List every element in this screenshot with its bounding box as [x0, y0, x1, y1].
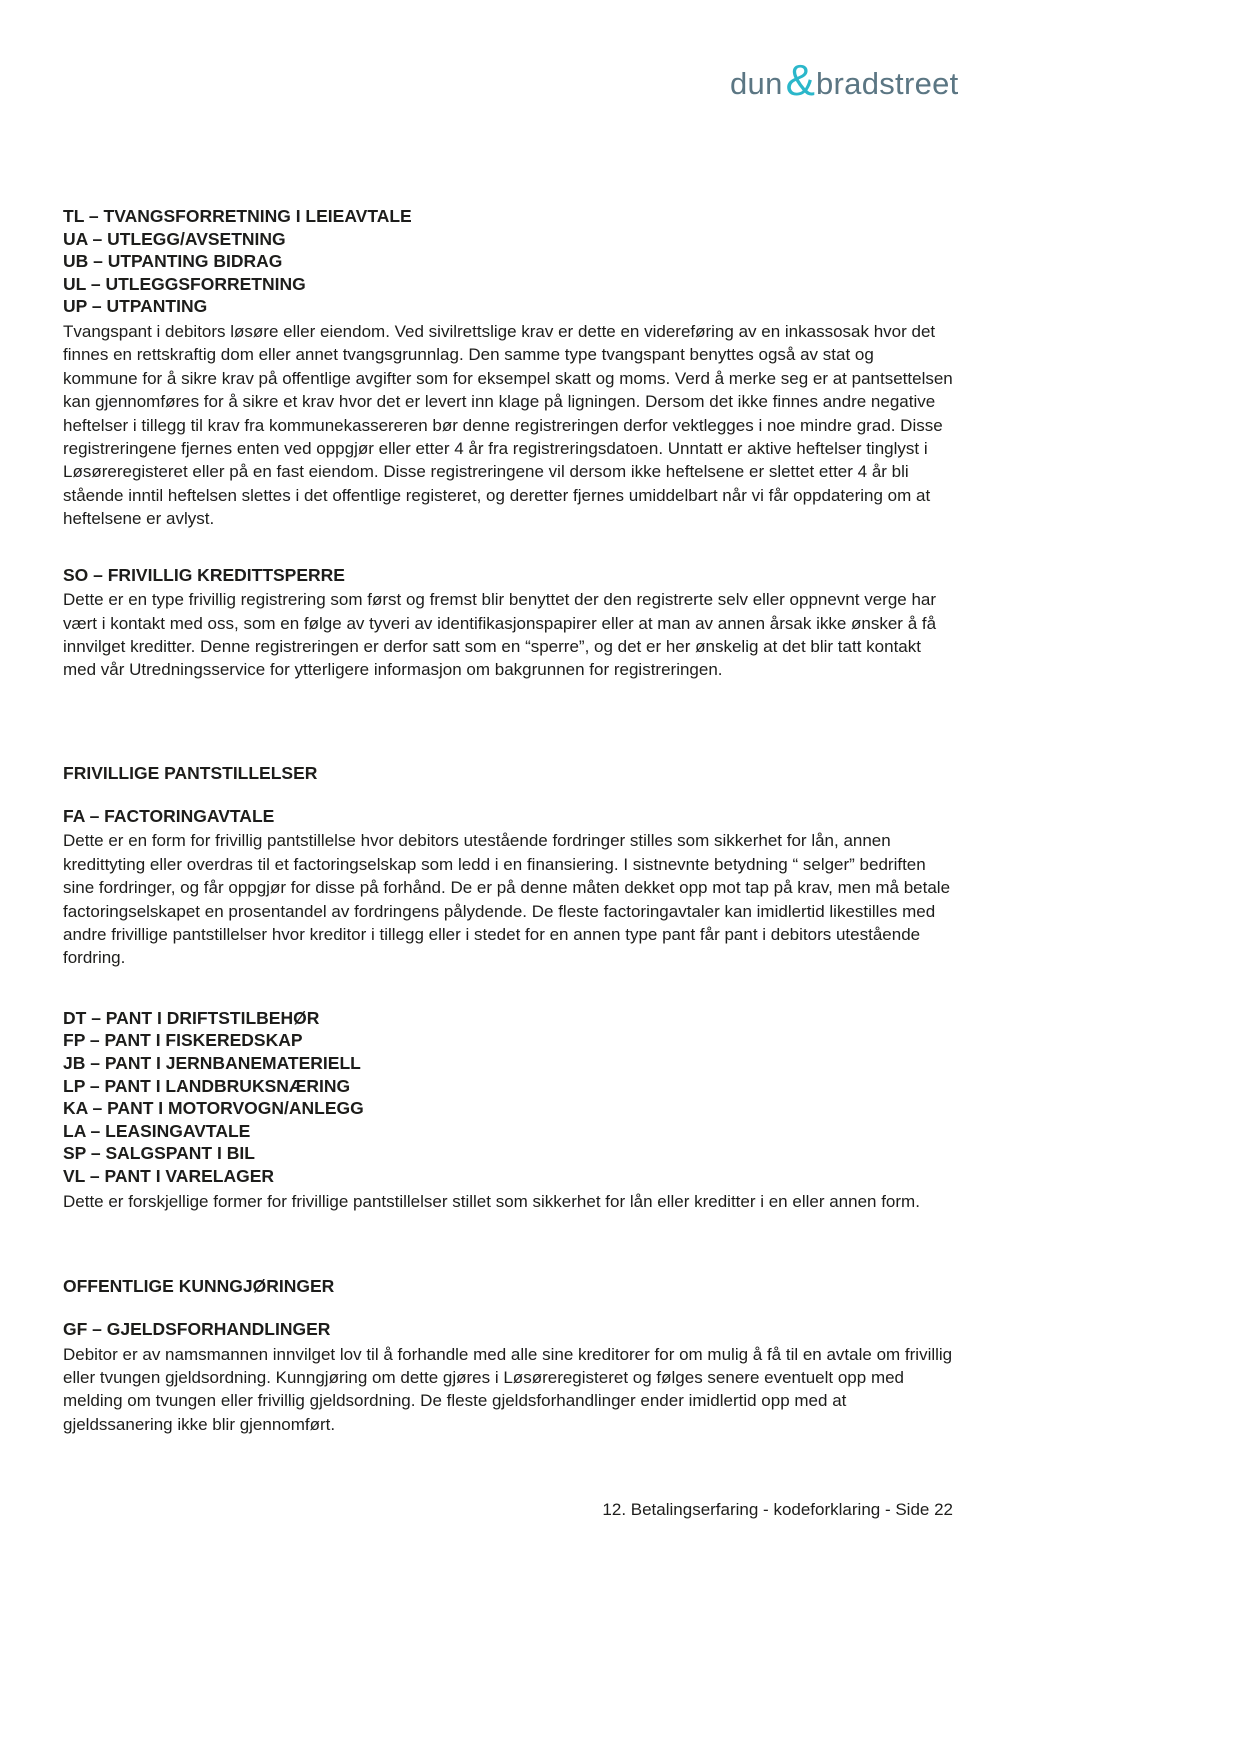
code-heading-ub: UB – UTPANTING BIDRAG — [63, 251, 283, 272]
code-heading-up: UP – UTPANTING — [63, 296, 208, 317]
paragraph-kredittsperre: Dette er en type frivillig registrering som først og fremst blir benyttet der den registrerte selv eller oppnevnt verge har vært i kontakt med oss, som en følge av tyveri av identifikasjonspapirer eller at man av annen årsak ikke ønsker å få innvilget kreditter. Denne registreringen er derfor satt som en “sperre”, og det er her ønskelig at det blir tatt kontakt med vår Utredningsservice for ytterligere informasjon om bakgrunnen for registreringen. — [63, 590, 937, 680]
code-heading-gf: GF – GJELDSFORHANDLINGER — [63, 1319, 331, 1340]
code-heading-vl: VL – PANT I VARELAGER — [63, 1166, 274, 1187]
code-heading-sp: SP – SALGSPANT I BIL — [63, 1143, 255, 1164]
page-footer: 12. Betalingserfaring - kodeforklaring - Side 22 — [602, 1500, 953, 1519]
code-heading-so: SO – FRIVILLIG KREDITTSPERRE — [63, 564, 345, 585]
code-heading-ua: UA – UTLEGG/AVSETNING — [63, 228, 286, 249]
code-heading-lp: LP – PANT I LANDBRUKSNÆRING — [63, 1075, 351, 1096]
paragraph-tvangspant: Tvangspant i debitors løsøre eller eiendom. Ved sivilrettslige krav er dette en videreføring av en inkassosak hvor det finnes en rettskraftig dom eller annet tvangsgrunnlag. Den samme type tvangspant benyttes også av stat og kommune for å sikre krav på offentlige avgifter som for eksempel skatt og moms. Verd å merke seg er at pantsettelsen kan gjennomføres for å sikre et krav hvor det er levert inn klage på ligningen. Dersom det ikke finnes andre negative heftelser i tillegg til krav fra kommunekassereren bør denne registreringen derfor vektlegges i noe mindre grad. Disse registreringene fjernes enten ved oppgjør eller etter 4 år fra registreringsdatoen. Unntatt er aktive heftelser tinglyst i Løsøreregisteret eller på en fast eiendom. Disse registreringene vil dersom ikke heftelsene er slettet etter 4 år bli stående inntil heftelsen slettes i det offentlige registeret, og deretter fjernes umiddelbart når vi får oppdatering om at heftelsene er avlyst. — [63, 321, 953, 529]
code-list-gjeldsforhandlinger — [63, 1318, 953, 1341]
code-heading-jb: JB – PANT I JERNBANEMATERIELL — [63, 1053, 361, 1074]
code-list-tvangsforretninger — [63, 205, 953, 318]
paragraph-pant: Dette er forskjellige former for frivillige pantstillelser stillet som sikkerhet for lån eller kreditter i en eller annen form. — [63, 1191, 920, 1211]
paragraph-gjeldsforhandlinger: Debitor er av namsmannen innvilget lov til å forhandle med alle sine kreditorer for om mulig å få til en avtale om frivillig eller tvungen gjeldsordning. Kunngjøring om dette gjøres i Løsøreregisteret og følges senere eventuelt opp med melding om tvungen eller frivillig gjeldsordning. De fleste gjeldsforhandlinger ender imidlertid opp med at gjeldssanering ikke blir gjennomført. — [63, 1344, 953, 1434]
code-list-factoringavtale — [63, 805, 953, 828]
document-content — [63, 205, 953, 1436]
code-heading-ka: KA – PANT I MOTORVOGN/ANLEGG — [63, 1098, 364, 1119]
dun-bradstreet-logo — [730, 56, 960, 105]
code-heading-ul: UL – UTLEGGSFORRETNING — [63, 273, 306, 294]
logo-word-bradstreet: bradstreet — [815, 66, 959, 101]
code-heading-tl: TL – TVANGSFORRETNING I LEIEAVTALE — [63, 206, 412, 226]
logo-ampersand-icon: & — [785, 56, 815, 105]
code-list-pant — [63, 1007, 953, 1188]
code-list-kredittsperre — [63, 564, 953, 587]
paragraph-factoringavtale: Dette er en form for frivillig pantstillelse hvor debitors utestående fordringer stilles som sikkerhet for lån, annen kredittyting eller overdras til et factoringselskap som ledd i en finansiering. I sistnevnte betydning “ selger” bedriften sine fordringer, og får oppgjør for disse på forhånd. De er på denne måten dekket opp mot tap på krav, men må betale factoringselskapet en prosentandel av fordringens pålydende. De fleste factoringavtaler kan imidlertid likestilles med andre frivillige pantstillelser hvor kreditor i tillegg eller i stedet for en annen type pant får pant i debitors utestående fordring. — [63, 831, 951, 968]
logo-word-dun: dun — [730, 66, 783, 101]
section-title-offentlige-kunngjoringer: OFFENTLIGE KUNNGJØRINGER — [63, 1276, 335, 1297]
code-heading-la: LA – LEASINGAVTALE — [63, 1120, 251, 1141]
code-heading-fp: FP – PANT I FISKEREDSKAP — [63, 1030, 303, 1051]
code-heading-fa: FA – FACTORINGAVTALE — [63, 805, 275, 826]
section-title-frivillige-pantstillelser: FRIVILLIGE PANTSTILLELSER — [63, 762, 318, 783]
code-heading-dt: DT – PANT I DRIFTSTILBEHØR — [63, 1007, 320, 1028]
